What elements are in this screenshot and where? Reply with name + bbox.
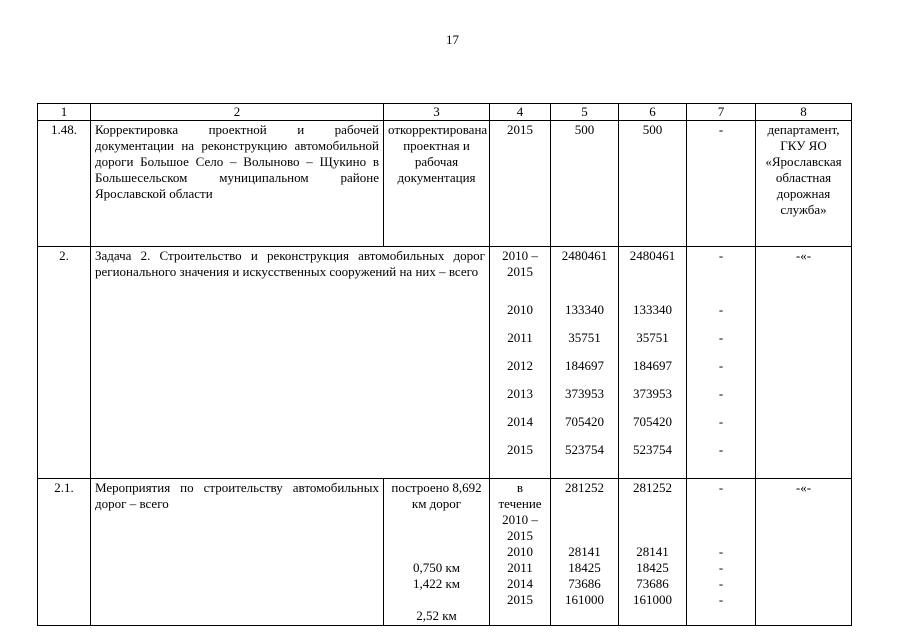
year-2011: 2011 bbox=[507, 330, 533, 345]
funding-regional: 2480461 bbox=[629, 248, 676, 263]
years-column bbox=[490, 247, 551, 479]
federal-2010: - bbox=[718, 302, 724, 317]
period: 2010 – 2015 bbox=[502, 248, 538, 279]
total-2010: 133340 bbox=[565, 302, 604, 317]
funding-total: 2480461 bbox=[561, 248, 608, 263]
executor: департамент, ГКУ ЯО «Ярославская областная дорожная служба» bbox=[756, 121, 852, 247]
year-2012: 2012 bbox=[507, 358, 533, 373]
year-2015: 2015 bbox=[507, 592, 533, 607]
federal-2010: - bbox=[718, 544, 724, 559]
regional-column bbox=[619, 247, 687, 479]
table-row-2-1 bbox=[38, 479, 852, 626]
funding-total: 500 bbox=[551, 121, 619, 247]
activity-name: Корректировка проектной и рабочей документации на реконструкцию автомобильной дороги Большое Село – Волыново – Щукино в Большесельском муниципальном районе Ярославской области bbox=[91, 121, 384, 247]
year-2015: 2015 bbox=[507, 442, 533, 457]
year-2014: 2014 bbox=[507, 414, 533, 429]
total-2011: 35751 bbox=[568, 330, 601, 345]
total-2015: 523754 bbox=[565, 442, 604, 457]
year-2010: 2010 bbox=[507, 302, 533, 317]
header-row bbox=[38, 104, 852, 121]
total-2014: 73686 bbox=[568, 576, 601, 591]
regional-2010: 28141 bbox=[636, 544, 669, 559]
total-2015: 161000 bbox=[565, 592, 604, 607]
regional-2010: 133340 bbox=[633, 302, 672, 317]
regional-2014: 73686 bbox=[636, 576, 669, 591]
header-col-1: 1 bbox=[38, 104, 91, 121]
funding-federal: - bbox=[718, 480, 724, 495]
expected-result: построено 8,692 км дорог bbox=[391, 480, 482, 511]
totals-column bbox=[551, 247, 619, 479]
row-number: 2.1. bbox=[38, 479, 91, 626]
funding-regional: 500 bbox=[619, 121, 687, 247]
km-2010: 0,750 км bbox=[412, 560, 461, 575]
funding-federal: - bbox=[687, 121, 756, 247]
table-row-1-48 bbox=[38, 121, 852, 247]
row-number: 1.48. bbox=[38, 121, 91, 247]
activity-name: Мероприятия по строительству автомобильных дорог – всего bbox=[91, 479, 384, 626]
federal-2014: - bbox=[718, 576, 724, 591]
years-column bbox=[490, 479, 551, 626]
header-col-5: 5 bbox=[551, 104, 619, 121]
regional-column bbox=[619, 479, 687, 626]
expected-result: откорректирована проектная и рабочая документация bbox=[384, 121, 490, 247]
funding-regional: 281252 bbox=[633, 480, 672, 495]
header-col-8: 8 bbox=[756, 104, 852, 121]
header-col-4: 4 bbox=[490, 104, 551, 121]
regional-2011: 35751 bbox=[636, 330, 669, 345]
federal-2014: - bbox=[718, 414, 724, 429]
table-row-2 bbox=[38, 247, 852, 479]
federal-2011: - bbox=[718, 330, 724, 345]
period: в течение 2010 – 2015 bbox=[498, 480, 542, 543]
header-col-3: 3 bbox=[384, 104, 490, 121]
federal-2012: - bbox=[718, 358, 724, 373]
regional-2015: 523754 bbox=[633, 442, 672, 457]
row-number: 2. bbox=[38, 247, 91, 479]
header-col-6: 6 bbox=[619, 104, 687, 121]
regional-2015: 161000 bbox=[633, 592, 672, 607]
km-2015: 2,52 км bbox=[416, 608, 457, 623]
federal-2013: - bbox=[718, 386, 724, 401]
total-2012: 184697 bbox=[565, 358, 604, 373]
total-2011: 18425 bbox=[568, 560, 601, 575]
total-2013: 373953 bbox=[565, 386, 604, 401]
year-2014: 2014 bbox=[507, 576, 533, 591]
year-2013: 2013 bbox=[507, 386, 533, 401]
header-col-2: 2 bbox=[91, 104, 384, 121]
funding-federal: - bbox=[718, 248, 724, 263]
federal-column bbox=[687, 479, 756, 626]
executor: -«- bbox=[756, 479, 852, 626]
program-table bbox=[37, 103, 852, 626]
task-name: Задача 2. Строительство и реконструкция автомобильных дорог регионального значения и искусственных сооружений на них – всего bbox=[91, 247, 490, 479]
total-2010: 28141 bbox=[568, 544, 601, 559]
federal-2015: - bbox=[718, 592, 724, 607]
km-2011: 1,422 км bbox=[412, 576, 461, 591]
years: 2015 bbox=[490, 121, 551, 247]
result-column bbox=[384, 479, 490, 626]
total-2014: 705420 bbox=[565, 414, 604, 429]
regional-2011: 18425 bbox=[636, 560, 669, 575]
totals-column bbox=[551, 479, 619, 626]
executor: -«- bbox=[756, 247, 852, 479]
federal-2015: - bbox=[718, 442, 724, 457]
year-2011: 2011 bbox=[507, 560, 533, 575]
header-col-7: 7 bbox=[687, 104, 756, 121]
page-number: 17 bbox=[446, 32, 459, 47]
regional-2012: 184697 bbox=[633, 358, 672, 373]
funding-total: 281252 bbox=[565, 480, 604, 495]
federal-column bbox=[687, 247, 756, 479]
federal-2011: - bbox=[718, 560, 724, 575]
regional-2014: 705420 bbox=[633, 414, 672, 429]
regional-2013: 373953 bbox=[633, 386, 672, 401]
year-2010: 2010 bbox=[507, 544, 533, 559]
